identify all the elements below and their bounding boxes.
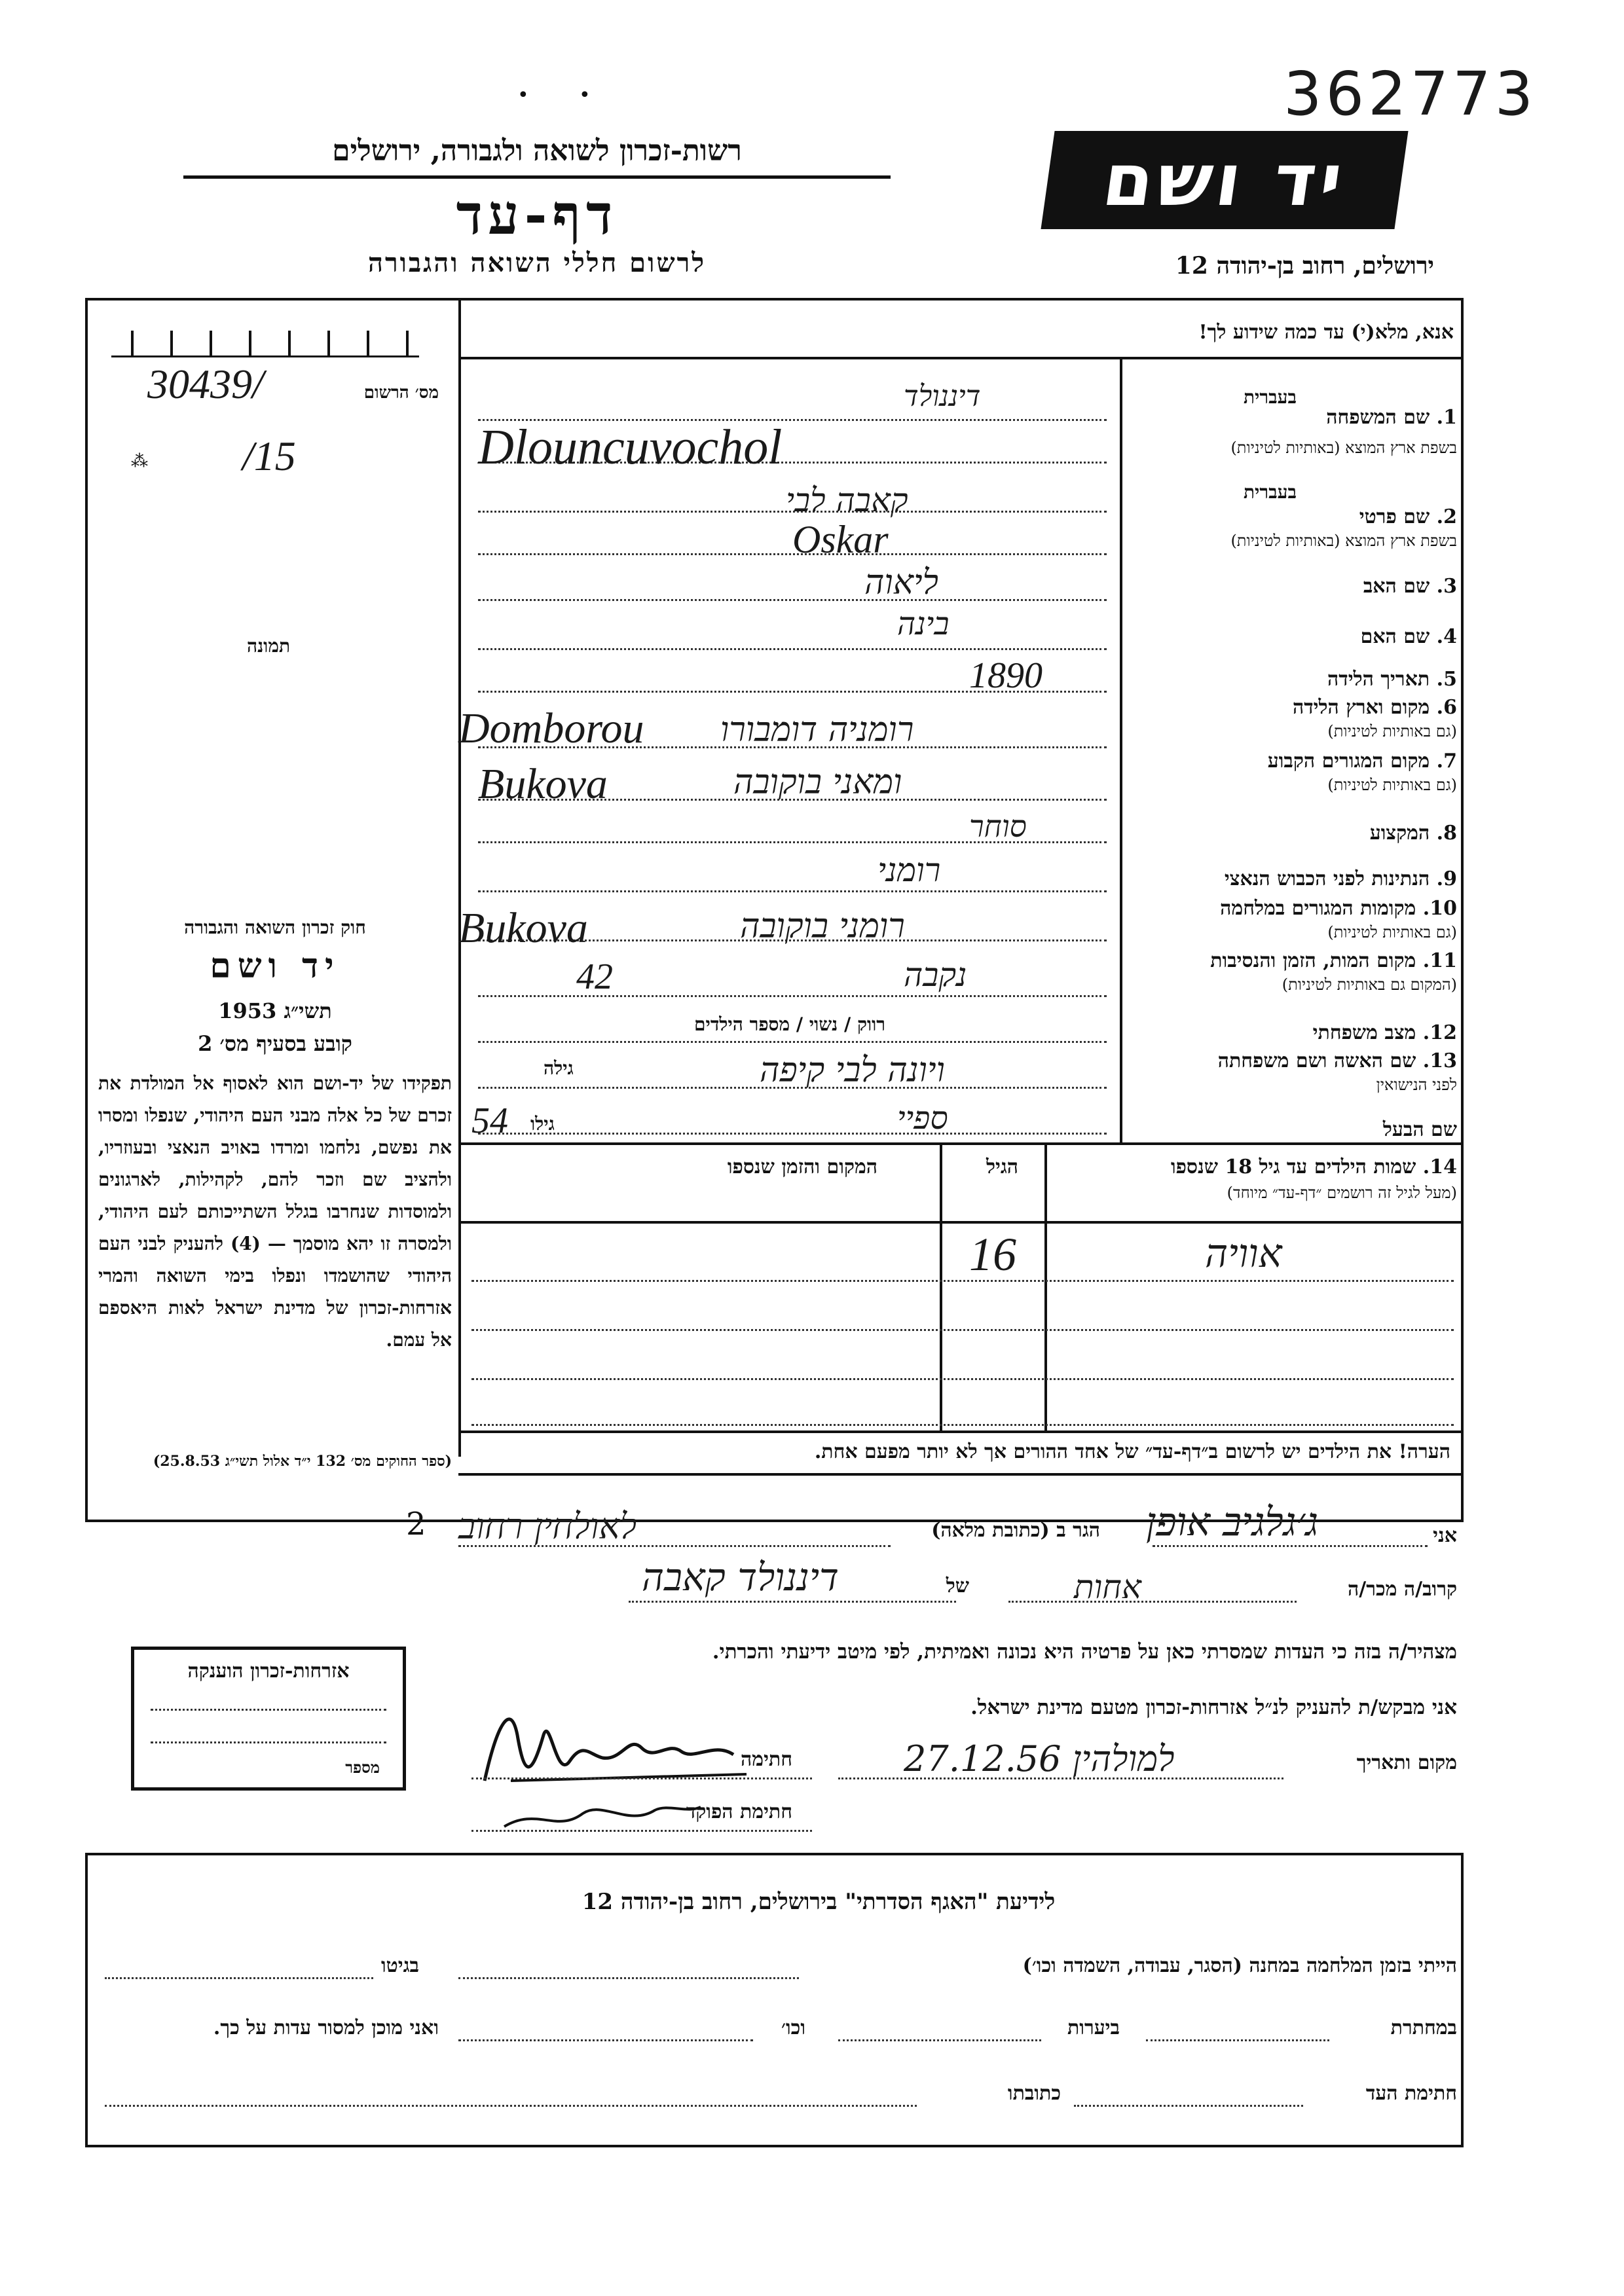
authority-underline xyxy=(183,175,891,179)
law-title: חוק זכרון השואה והגבורה xyxy=(184,917,366,938)
officer-scribble xyxy=(498,1787,707,1840)
request-text: אני מבקש/ת להעניק לנ״ל אזרחות-זכרון מטעם מדינת ישראל. xyxy=(970,1696,1457,1719)
relation-value: אחות xyxy=(1074,1568,1141,1606)
footer-line2-d: ואני מוכן למסור עדות על כך. xyxy=(213,2016,439,2039)
field-13-age-label: גילה xyxy=(544,1057,574,1079)
field-13-sub: לפני הנישואין xyxy=(1376,1076,1457,1094)
children-top-line xyxy=(458,1142,1464,1145)
field-12-label: 12. מצב משפחתי xyxy=(1312,1021,1457,1044)
footer-line1-text: הייתי בזמן המלחמה במחנה (הסגר, עבודה, השמדה וכו׳) xyxy=(1022,1954,1457,1977)
field-6-value: רומניה דומבורו xyxy=(720,710,914,750)
law-clause: קובע בסעיף מס׳ 2 xyxy=(198,1031,352,1056)
field-5-value: 1890 xyxy=(969,655,1043,696)
children-age-col: הגיל xyxy=(986,1156,1018,1178)
children-header-sub: (מעל לגיל זה רושמים ״דף-עד״ מיוחד) xyxy=(1227,1184,1457,1202)
footer-line2-c: וכו׳ xyxy=(781,2016,805,2039)
field-11-value: נקבה xyxy=(904,956,967,994)
note-text: הערה! את הילדים יש לרשום ב״דף-עד״ של אחד ההורים אך לא יותר מפעם אחת. xyxy=(814,1440,1450,1463)
children-row-line-4 xyxy=(471,1424,1454,1426)
field-4-label: 4. שם האם xyxy=(1360,625,1457,648)
place-date-line xyxy=(838,1777,1283,1779)
children-row-line-2 xyxy=(471,1329,1454,1331)
stamp-line-1 xyxy=(151,1709,386,1711)
address-label: הגר ב (כתובת מלאה) xyxy=(931,1519,1100,1542)
declarant-name-line xyxy=(1153,1545,1428,1547)
field-9-line xyxy=(478,890,1107,892)
field-10-label: 10. מקומות המגורים במלחמה xyxy=(1220,897,1457,920)
record-number: 30439/ xyxy=(147,361,264,407)
footer-line2-fill-a xyxy=(1146,2039,1329,2041)
field-2-lang: בעברית xyxy=(1243,481,1297,503)
field-11-extra: 42 xyxy=(576,957,613,997)
address: ירושלים, רחוב בן-יהודה 12 xyxy=(1175,252,1434,280)
field-husband-line xyxy=(478,1133,1107,1135)
record-number-label: מס׳ הרשום xyxy=(363,383,439,403)
field-husband-age-label: גילו xyxy=(530,1113,555,1135)
officer-line xyxy=(471,1830,812,1832)
children-bottom-line xyxy=(458,1430,1464,1433)
law-year: תשי״ג 1953 xyxy=(218,998,332,1023)
field-7-sub: (גם באותיות לטיניות) xyxy=(1327,776,1457,794)
children-header-line xyxy=(458,1221,1464,1224)
field-7-latin-value: Bukova xyxy=(478,760,608,808)
photo-label: תמונה xyxy=(246,635,291,657)
footer-line3-b: כתובתו xyxy=(1007,2082,1061,2105)
field-3-label: 3. שם האב xyxy=(1363,575,1457,598)
signature-line xyxy=(471,1777,812,1779)
field-8-label: 8. המקצוע xyxy=(1369,822,1457,845)
children-row-line-3 xyxy=(471,1378,1454,1380)
footer-line1-end: בגיטו xyxy=(380,1954,419,1977)
field-husband-label: שם הבעל xyxy=(1382,1118,1457,1141)
field-11-line xyxy=(478,995,1107,997)
field-2-value: קאבה לבי xyxy=(786,481,908,519)
declarant-name: ג׳גלגיב אופן xyxy=(1146,1499,1319,1545)
field-7-value: ומאני בוקובה xyxy=(733,763,902,802)
field-4-line xyxy=(478,648,1107,650)
relation-label: קרוב/ה מכר/ה xyxy=(1348,1578,1457,1601)
address-mark: 2 xyxy=(406,1506,426,1542)
field-4-value: בינה xyxy=(897,606,950,642)
field-1-label: 1. שם המשפחה xyxy=(1326,406,1457,429)
field-6-label: 6. מקום וארץ הלידה xyxy=(1292,696,1457,719)
footer-line3-fill-b xyxy=(105,2105,917,2107)
footer-line2-a: במחתרת xyxy=(1390,2016,1457,2039)
left-column-divider xyxy=(458,298,461,1457)
officer-signature xyxy=(498,1787,707,1842)
field-6-latin-value: Domborou xyxy=(458,704,644,752)
law-brand: יד ושם xyxy=(210,946,341,986)
officer-label: חתימת הפוקד xyxy=(686,1800,792,1823)
relation-line xyxy=(1008,1601,1297,1603)
stamp-number-label: מספר xyxy=(345,1758,380,1777)
children-row-line-1 xyxy=(471,1280,1454,1282)
instructions-text: אנא, מלא(י) עד כמה שידוע לך! xyxy=(1198,321,1454,344)
address-value: לאולחין רחוב xyxy=(458,1506,637,1547)
field-husband-value: ספיי xyxy=(897,1100,948,1137)
of-line xyxy=(629,1601,956,1603)
field-3-value: ליאוה xyxy=(864,563,938,602)
declarant-signature xyxy=(471,1696,760,1796)
header-marks: • • xyxy=(517,84,591,107)
children-col-2 xyxy=(1044,1142,1047,1430)
footer-line2-fill-c xyxy=(458,2039,753,2041)
field-9-value: רומני xyxy=(877,851,941,889)
field-1-value: דיננולד xyxy=(904,380,981,413)
field-9-label: 9. הנתינות לפני הכבוש הנאצי xyxy=(1224,867,1457,890)
footer-line1-fill-2 xyxy=(105,1977,373,1979)
authority-name: רשות-זכרון לשואה ולגבורה, ירושלים xyxy=(332,134,742,168)
place-date-value: למולהין 27.12.56 xyxy=(904,1738,1175,1779)
declaration-text: מצהיר/ה בזה כי העדות שמסרתי כאן על פרטיה היא נכונה ואמיתית, לפי מיטב ידיעתי והכרתי. xyxy=(712,1640,1457,1664)
field-11-label: 11. מקום המות, הזמן והנסיבות xyxy=(1210,949,1457,972)
field-1-lang: בעברית xyxy=(1243,386,1297,408)
record-sub-number: /15 xyxy=(242,433,296,479)
children-col-1 xyxy=(940,1142,942,1430)
field-2-latin-value: Oskar xyxy=(792,518,889,561)
field-7-label: 7. מקום המגורים הקבוע xyxy=(1267,750,1457,773)
field-10-value: רומני בוקובה xyxy=(740,907,905,946)
declarant-prefix: אני xyxy=(1433,1524,1457,1547)
record-tick-row xyxy=(111,331,419,357)
law-source: (ספר החוקים מס׳ 132 י״ד אלול תשי״ג 25.8.53) xyxy=(153,1453,452,1470)
place-date-label: מקום ותאריך xyxy=(1356,1751,1457,1774)
footer-line2-fill-b xyxy=(838,2039,1041,2041)
footer-title: לידיעת "האגף הסדרתי" בירושלים, רחוב בן-יהודה 12 xyxy=(581,1889,1056,1915)
form-subtitle: לרשום חללי השואה והגבורה xyxy=(367,247,707,278)
field-2-sub: בשפת ארץ המוצא (באותיות לטיניות) xyxy=(1230,532,1457,550)
footer-line3-a: חתימת העד xyxy=(1365,2082,1457,2105)
of-label: של xyxy=(946,1575,969,1597)
of-value: דיננולד קאבה xyxy=(642,1555,839,1599)
child-1-name: אוויה xyxy=(1205,1231,1282,1277)
field-husband-age: 54 xyxy=(471,1101,508,1141)
field-3-line xyxy=(478,599,1107,601)
address-line xyxy=(458,1545,891,1547)
field-8-value: סוחר xyxy=(969,809,1027,844)
law-text: תפקידו של יד-ושם הוא לאסוף אל המולדת את זכרם של כל אלה מבני העם היהודי, שנפלו ומסרו את נפשם, נלחמו ומרדו באויב הנאצי ובעוזריו, ולהציב שם וזכר להם, לקהילות, לארגונים ולמוסדות שנחרבו בגלל השתייכותם לעם היהודי, ולמסרה זו יהא מוסמך — (4) להעניק לבני העם היהודי שהושמדו ונפלו בימי השואה והמרי אזרחות-זכרון של מדינת ישראל לאות היאספם אל עמם. xyxy=(98,1072,452,1351)
child-1-age: 16 xyxy=(969,1228,1016,1281)
form-title: דף-עד xyxy=(456,182,618,247)
field-11-sub: (המקום גם באותיות לטיניות) xyxy=(1282,975,1457,994)
serial-number: 362773 xyxy=(1283,59,1538,129)
field-10-sub: (גם באותיות לטיניות) xyxy=(1327,923,1457,941)
field-13-label: 13. שם האשה ושם משפחתה xyxy=(1217,1049,1457,1072)
signature-label: חתימה xyxy=(741,1748,792,1771)
stamp-line-2 xyxy=(151,1741,386,1743)
stamp-title: אזרחות-זכרון הוענקה xyxy=(187,1660,350,1683)
logo-text: יד ושם xyxy=(1098,138,1352,222)
note-bottom-line xyxy=(458,1473,1464,1476)
field-12-value: רווק / נשוי / מספר הילדים xyxy=(694,1013,886,1035)
instructions-divider xyxy=(458,357,1464,359)
field-10-latin-value: Bukova xyxy=(458,904,588,952)
field-6-sub: (גם באותיות לטיניות) xyxy=(1327,722,1457,740)
footer-line3-fill-a xyxy=(1074,2105,1303,2107)
label-column-divider xyxy=(1120,357,1122,1142)
field-13-value: ויונה לבי קיפה xyxy=(760,1051,945,1090)
children-header: 14. שמות הילדים עד גיל 18 שנספו xyxy=(1170,1156,1457,1178)
field-12-line xyxy=(478,1041,1107,1043)
footer-line1-fill xyxy=(458,1977,799,1979)
children-place-col: המקום והזמן שנספו xyxy=(727,1156,877,1178)
field-1-sub: בשפת ארץ המוצא (באותיות לטיניות) xyxy=(1230,439,1457,457)
field-2-label: 2. שם פרטי xyxy=(1359,505,1457,528)
footer-line2-b: ביערות xyxy=(1067,2016,1120,2039)
field-1-latin-value: Dlouncuvochol xyxy=(478,420,783,475)
yad-vashem-logo xyxy=(1041,131,1408,229)
record-mark: ⁂ xyxy=(131,452,148,471)
field-5-label: 5. תאריך הלידה xyxy=(1327,668,1457,691)
